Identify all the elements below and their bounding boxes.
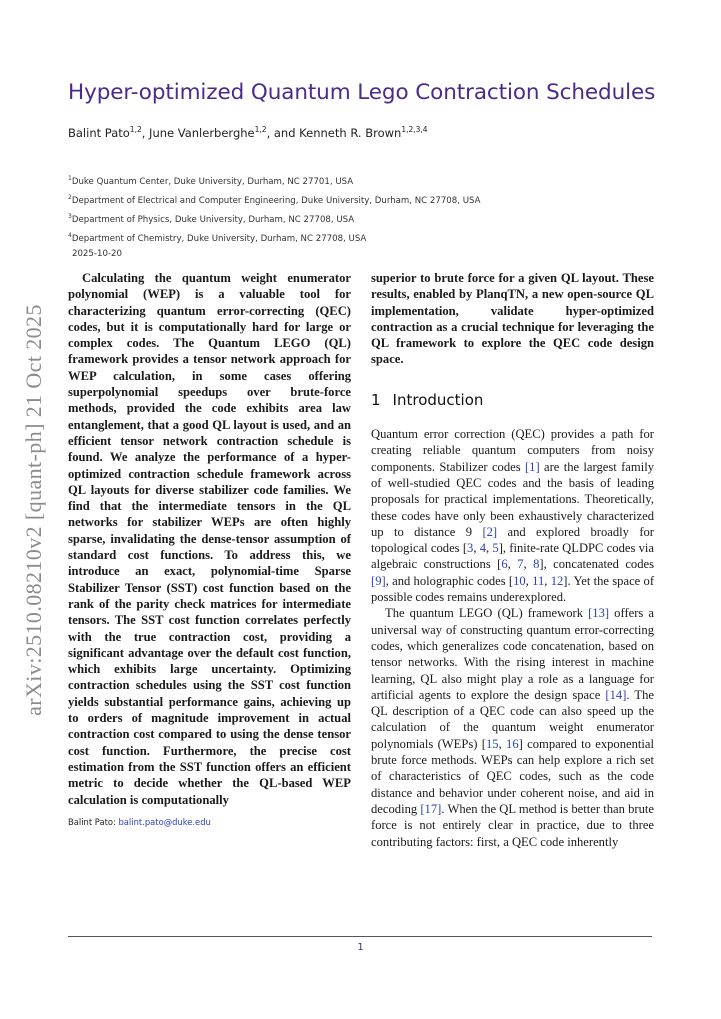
affiliation-line [68, 228, 481, 247]
footer-rule [68, 936, 652, 937]
citation-link[interactable]: 10 [513, 573, 526, 588]
citation-link[interactable]: 12 [550, 573, 564, 588]
affiliation-number: 2 [68, 193, 72, 201]
abstract-continuation: superior to brute force for a given QL layout. These results, enabled by PlanqTN, a new open-source QL implementation, validate hyper-optimized contraction as a crucial technique for leveraging the QL framework to explore the QEC code design space. [371, 271, 654, 367]
citation-link[interactable]: 8 [533, 557, 540, 572]
affiliation-text: Duke Quantum Center, Duke University, Durham, NC 27701, USA [71, 176, 354, 187]
left-column [68, 270, 351, 830]
citation-link[interactable]: [1] [524, 459, 540, 474]
citation-link[interactable]: 16 [506, 736, 519, 751]
intro-paragraph-1: Quantum error correction (QEC) provides a path for creating reliable quantum computers from noisy components. Stabilizer codes [1] are the largest family of well-studied QEC codes and the basis of leading proposals for practical implementations. Theoretically, these codes have only been exhaustively characterized up to distance 9 [2] and explored broadly for topological codes [3, 4, 5], finite-rate QLDPC codes via algebraic constructions [6, 7, 8], concatenated codes [9], and holographic codes [10, 11, 12]. Yet the space of possible codes remains underexplored. [371, 427, 655, 605]
citation-link[interactable]: 15 [485, 736, 499, 751]
citation-link[interactable]: [17] [420, 801, 442, 816]
author-name: Kenneth R. Brown [299, 125, 402, 140]
paper-title: Hyper-optimized Quantum Lego Contraction Schedules [68, 80, 656, 105]
abstract-text: Calculating the quantum weight enumerator polynomial (WEP) is a valuable tool for characterizing quantum error-correcting (QEC) codes, but it is computationally hard for large or complex codes. The Quantum LEGO (QL) framework provides a tensor network approach for WEP calculation, in some cases offering superpolynomial speedups over brute-force methods, provided the code exhibits area law entanglement, that a good QL layout is used, and an efficient tensor network contraction schedule is found. We analyze the performance of a hyper-optimized contraction schedule framework across QL layouts for diverse stabilizer code families. We find that the intermediate tensors in the QL networks for stabilizer WEPs are often highly sparse, invalidating the dense-tensor assumption of standard cost functions. To address this, we introduce an exact, polynomial-time Sparse Stabilizer Tensor (SST) cost function based on the rank of the parity check matrices for intermediate tensors. The SST cost function correlates perfectly with the true contraction cost, providing a significant advantage over the default cost function, which exhibits large uncertainty. Optimizing contraction schedules using the SST cost function yields substantial performance gains, achieving up to orders of magnitude improvement in actual contraction cost compared to using the dense tensor cost function. Furthermore, the precise cost estimation from the SST function offers an efficient metric to decide whether the QL-based WEP calculation is computationally [68, 271, 351, 807]
author-list [68, 125, 428, 140]
affiliation-line [68, 209, 481, 228]
page-number: 1 [357, 942, 364, 953]
corresponding-author-footnote [68, 814, 351, 830]
affiliation-number: 1 [68, 175, 72, 182]
intro-paragraph-2: The quantum LEGO (QL) framework [13] offers a universal way of constructing quantum error-correcting codes, which generalizes code concatenation, based on tensor networks. With the rising interest in machine learning, QL also might play a role as a language for artificial agents to explore the design space [14]. The QL description of a QEC code can also speed up the calculation of the quantum weight enumerator polynomials (WEPs) [15, 16] compared to exponential brute force methods. WEPs can help explore a rich set of characteristics of QEC codes, such as the code distance and behavior under coherent noise, and aid in decoding [17]. When the QL method is better than brute force is not entirely clear in practice, due to three contributing factors: first, a QEC code inherently [371, 606, 655, 849]
citation-link[interactable]: 3 [467, 541, 474, 556]
affiliation-line [68, 190, 481, 209]
author-name: Balint Pato [68, 125, 130, 140]
section-heading [371, 392, 654, 408]
author-email-link[interactable]: balint.pato@duke.edu [118, 816, 211, 827]
author-affil-marks: 1,2 [129, 125, 142, 134]
affiliation-text: Department of Electrical and Computer Engineering, Duke University, Durham, NC 27708, USA [71, 195, 481, 206]
author-separator: , [141, 125, 150, 140]
affiliation-number: 3 [68, 212, 72, 220]
author-affil-marks: 1,2,3,4 [401, 125, 428, 134]
section-title: Introduction [392, 390, 484, 409]
citation-link[interactable]: 4 [479, 541, 486, 556]
citation-link[interactable]: 7 [517, 557, 524, 572]
right-column [371, 270, 654, 850]
affiliation-list [68, 171, 481, 262]
footnote-label: Balint Pato: [68, 816, 119, 827]
affiliation-number: 4 [68, 231, 72, 239]
section-number: 1 [371, 390, 381, 409]
author-affil-marks: 1,2 [254, 125, 267, 134]
citation-link[interactable]: [9] [371, 573, 386, 588]
citation-link[interactable]: [13] [588, 606, 610, 621]
author-name: June Vanlerberghe [149, 125, 255, 140]
affiliation-line [68, 171, 481, 190]
citation-link[interactable]: 6 [501, 557, 508, 572]
affiliation-text: Department of Chemistry, Duke University, Durham, NC 27708, USA [71, 233, 367, 244]
author-separator: , and [266, 125, 300, 140]
citation-link[interactable]: 5 [492, 541, 499, 556]
citation-link[interactable]: [2] [482, 524, 498, 539]
publication-date: 2025-10-20 [72, 249, 122, 260]
arxiv-sidebar-stamp [20, 285, 48, 735]
citation-link[interactable]: [14] [605, 687, 627, 702]
citation-link[interactable]: 11 [532, 573, 545, 588]
arxiv-identifier: arXiv:2510.08210v2 [quant-ph] 21 Oct 2025 [21, 304, 46, 716]
affiliation-text: Department of Physics, Duke University, Durham, NC 27708, USA [71, 214, 355, 225]
